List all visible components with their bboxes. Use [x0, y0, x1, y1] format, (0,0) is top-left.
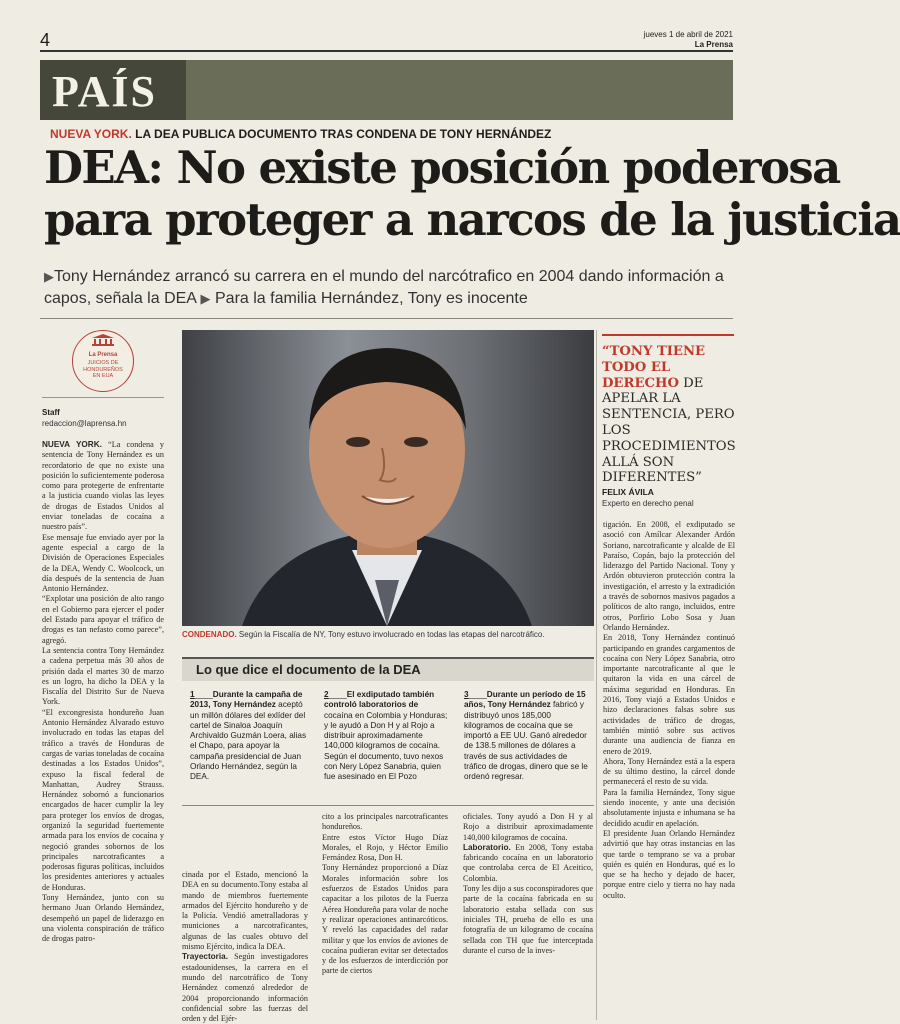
paragraph-text: Según investigadores estadounidenses, la carrera en el mundo del narcotráfico de Tony Hernández comenzó alrededor de 2004 proporcionando información confidencial sobre las fuerzas del orden y del Ejér- [182, 952, 309, 1024]
portrait-illustration [182, 330, 594, 626]
dateline [644, 30, 733, 50]
subhead: Trayectoria. [182, 952, 228, 962]
byline-email: redaccion@laprensa.hn [42, 419, 127, 428]
date: jueves 1 de abril de 2021 [643, 30, 733, 39]
deck-rule [40, 318, 733, 319]
kicker-text: LA DEA PUBLICA DOCUMENTO TRAS CONDENA DE TONY HERNÁNDEZ [135, 127, 552, 141]
deck-item-1: Tony Hernández arrancó su carrera en el mundo del narcótrafico en 2004 dando información a capos, señala la DEA [44, 268, 724, 307]
kicker-location: NUEVA YORK. [50, 127, 132, 141]
triangle-bullet-icon: ▶ [200, 291, 211, 306]
dea-point-2: 2____El exdiputado también controló laboratorios de cocaína en Colombia y Honduras; y le ayudó a Don H y al Rojo a distribuir aproximadamente 140,000 kilogramos de cocaína. Según el documento, tuvo nexos con Nery López Sanabria, quien fue asesinado en El Pozo [324, 690, 448, 782]
logo-brand: La Prensa [88, 352, 118, 358]
caption-label: CONDENADO. [182, 630, 237, 639]
dea-point-1: 1____Durante la campaña de 2013, Tony Hernández aceptó un millón dólares del exlíder del cartel de Sinaloa Joaquín Archivaldo Guzmán Loera, alias el Chapo, para apoyar la campaña presidencial de Juan Orlando Hernández, según la DEA. [190, 690, 307, 782]
paragraph: Entre estos Víctor Hugo Díaz Morales, el Rojo, y Héctor Emilio Fernández Rosa, Don H. [322, 832, 448, 863]
column-divider [596, 330, 597, 1020]
lead-place: NUEVA YORK. [42, 440, 102, 449]
logo-line-1: JUICIOS DE [87, 360, 119, 366]
paragraph: Ese mensaje fue enviado ayer por la agente especial a cargo de la División de Operaciones Especiales de la DEA, Wendy C. Woolcock, un día después de la sentencia de Juan Antonio Hernández. [42, 532, 164, 594]
triangle-bullet-icon: ▶ [44, 269, 54, 284]
bleed-through-header [110, 30, 580, 48]
kicker [50, 127, 551, 141]
paragraph: El presidente Juan Orlando Hernández advirtió que hay otras instancias en las que tarde o temprano se va a probar quién es quién en Honduras, qué es lo que se ha hecho y dejado de hacer, porque entre cielo y tierra no hay nada oculto. [603, 828, 735, 900]
page-number: 4 [40, 30, 51, 50]
pull-quote-rule [602, 334, 734, 336]
deck [44, 266, 734, 310]
caption-text: Según la Fiscalía de NY, Tony estuvo involucrado en todas las etapas del narcotráfico. [238, 630, 545, 639]
pull-quote-author: FELIX ÁVILA [602, 487, 654, 497]
logo-rule [42, 397, 164, 398]
point-title: Durante la campaña de 2013, Tony Hernández [190, 690, 303, 710]
portrait-photo [182, 330, 594, 626]
logo-caption [72, 360, 134, 380]
courthouse-icon [92, 334, 114, 346]
logo-line-3: EN EUA [92, 373, 114, 379]
header-rule [40, 50, 733, 52]
paragraph: oficiales. Tony ayudó a Don H y al Rojo a distribuir aproximadamente 140,000 kilogramos de cocaína. [463, 812, 593, 842]
paragraph: En 2018, Tony Hernández continuó participando en grandes cargamentos de cocaína con Nery López Sanabria, otro importante narcotraficante al que le quitaron la vida en una cárcel de máxima seguridad en Honduras. En 2016, Tony viajó a Estados Unidos e hizo declaraciones falsas sobre sus actividades de tráfico de drogas, también mintió sobre sus activos durante una audiencia de fianza en enero de 2019. [603, 633, 735, 756]
dea-point-3: 3____Durante un período de 15 años, Tony Hernández fabricó y distribuyó unos 185,000 kilogramos de cocaína que se importó a EE UU. Ganó alrededor de 138.5 millones de dólares a través de sus actividades de tráfico de drogas, dinero que se le ordenó regresar. [464, 690, 588, 782]
body-column-4 [463, 812, 593, 1020]
paragraph: cito a los principales narcotraficantes hondureños. [322, 812, 448, 832]
pull-quote-role: Experto en derecho penal [602, 499, 694, 508]
paragraph [182, 952, 308, 1024]
paragraph: Tony les dijo a sus coconspiradores que parte de la cocaína fabricada en su laboratorio estaba sellada con sus iniciales TH, prueba de ello es una fotografía de un kilogramo de cocaína sellada con TH que fue interceptada durante el curso de la inves- [463, 884, 593, 955]
paragraph: Tony Hernández, junto con su hermano Juan Orlando Hernández, desempeñó un papel de liderazgo en una violenta conspiración de tráfico de drogas patro- [42, 893, 164, 944]
sidebar-box-title: Lo que dice el documento de la DEA [196, 662, 421, 677]
publication-name: La Prensa [694, 40, 733, 49]
headline-line-2: para proteger a narcos de la justicia [44, 193, 900, 246]
paragraph: Ahora, Tony Hernández está a la espera de su último destino, la cárcel donde permanecerá el resto de su vida. [603, 756, 735, 787]
logo-line-2: HONDUREÑOS [83, 366, 123, 373]
body-column-5 [603, 520, 735, 1020]
paragraph: cinada por el Estado, mencionó la DEA en su documento.Tony estaba al mando de miembros fuertemente armados del Ejército hondureño y de la Policía. Vendió ametralladoras y municiones a narcotraficantes, algunas de las cuales obtuvo del mismo Ejército, indica la DEA. [182, 870, 308, 952]
point-text: aceptó un millón dólares del exlíder del cartel de Sinaloa Joaquín Archivaldo Guzmán Loera, alias el Chapo, para apoyar la campaña presidencial de Juan Orlando Hernández, según la DEA. [190, 700, 307, 782]
byline-name: Staff [42, 408, 60, 417]
paragraph: “El excongresista hondureño Juan Antonio Hernández Alvarado estuvo involucrado en todas las etapas del tráfico a través de Honduras de cargas de varias toneladas de cocaína destinadas a los Estados Unidos”, expuso la fiscal federal de Manhattan, Audrey Strauss. Hernández sobornó a funcionarios encargados de hacer cumplir la ley para proteger los envíos de drogas, organizó la seguridad fuertemente armada para los envíos de cocaína y negoció grandes sobornos de los principales narcotraficantes a poderosas figuras políticas, incluidos los presidentes anteriores y actuales de Honduras. [42, 707, 164, 892]
section-band-accent [186, 60, 733, 120]
headline [44, 141, 900, 246]
headline-line-1: DEA: No existe posición poderosa [44, 141, 840, 194]
paragraph: La sentencia contra Tony Hernández a cadena perpetua más 30 años de prisión dada el martes 30 de marzo es un logro, ha dicho la DEA y la Fiscalía del Distrito Sur de Nueva York. [42, 645, 164, 707]
body-column-1 [42, 440, 164, 1020]
paragraph [463, 843, 593, 884]
pull-quote-rest: DE APELAR LA SENTENCIA, PERO LOS PROCEDIMIENTOS ALLÁ SON DIFERENTES” [602, 375, 736, 486]
paragraph: Tony Hernández proporcionó a Díaz Morales información sobre los esfuerzos de Estados Unidos para capacitar a los pilotos de la Fuerza Aérea Hondureña para volar de noche y realizar operaciones antinarcóticos. Y reveló las capacidades del radar militar y que los envíos de aviones de cocaína pudieran evitar ser detectados y de los esfuerzos de interdicción por parte de ciertos [322, 863, 448, 976]
body-column-3 [322, 812, 448, 1020]
pull-quote [602, 344, 736, 486]
paragraph: tigación. En 2008, el exdiputado se asoció con Amílcar Alexander Ardón Soriano, narcotraficante y alcalde de El Paraíso, Copán, bajo la protección del liderazgo del Partido Nacional. Tony y Ardón obtuvieron protección contra la investigación, el arresto y la extradición a través de sobornos masivos pagados a políticos de alto rango, incluidos, entre otros, Porfirio Lobo Sosa y Juan Orlando Hernández. [603, 520, 735, 632]
point-text: cocaína en Colombia y Honduras; y le ayudó a Don H y al Rojo a distribuir aproximadamente 140,000 kilogramos de cocaína. Según el documento, tuvo nexos con Nery López Sanabria, quien fue asesinado en El Pozo [324, 710, 448, 782]
paragraph-text: “La condena y sentencia de Tony Hernández es un recordatorio de que no existe una posición lo suficientemente poderosa como para protegerte de enfrentarte a la justicia cuando violas las leyes de drogas de Estados Unidos al enviar toneladas de cocaína a nuestro país”. [42, 440, 164, 532]
point-number: 2 [324, 690, 329, 699]
point-title: Durante un período de 15 años, Tony Hernández [464, 690, 586, 710]
pull-quote-highlight: “TONY TIENE TODO EL DERECHO [602, 344, 706, 391]
paragraph: Para la familia Hernández, Tony sigue siendo inocente, y ante una decisión absolutamente injusta e inhumana se ha decidido acudir en apelación. [603, 787, 735, 828]
paragraph: “Explotar una posición de alto rango en el Gobierno para ejercer el poder del Estado para apoyar el tráfico de drogas es tan nefasto como parece”, agregó. [42, 594, 164, 645]
point-number: 1 [190, 690, 195, 699]
point-text: fabricó y distribuyó unos 185,000 kilogramos de cocaína que se importó a EE UU. Ganó alrededor de 138.5 millones de dólares a través de sus actividades de tráfico de drogas, dinero que se le ordenó regresar. [464, 700, 588, 782]
photo-caption [182, 630, 594, 639]
subhead: Laboratorio. [463, 842, 511, 852]
paragraph-text: En 2008, Tony estaba fabricando cocaína en un laboratorio que controlaba cerca de El Aceitico, Colombia. [463, 842, 593, 883]
paragraph [42, 440, 164, 533]
body-column-2 [182, 870, 309, 1024]
section-title: PAÍS [52, 67, 157, 116]
point-number: 3 [464, 690, 469, 699]
deck-item-2: Para la familia Hernández, Tony es inocente [215, 290, 528, 307]
sidebar-box-rule [182, 805, 594, 806]
point-title: El exdiputado también controló laboratorios de [324, 690, 435, 710]
